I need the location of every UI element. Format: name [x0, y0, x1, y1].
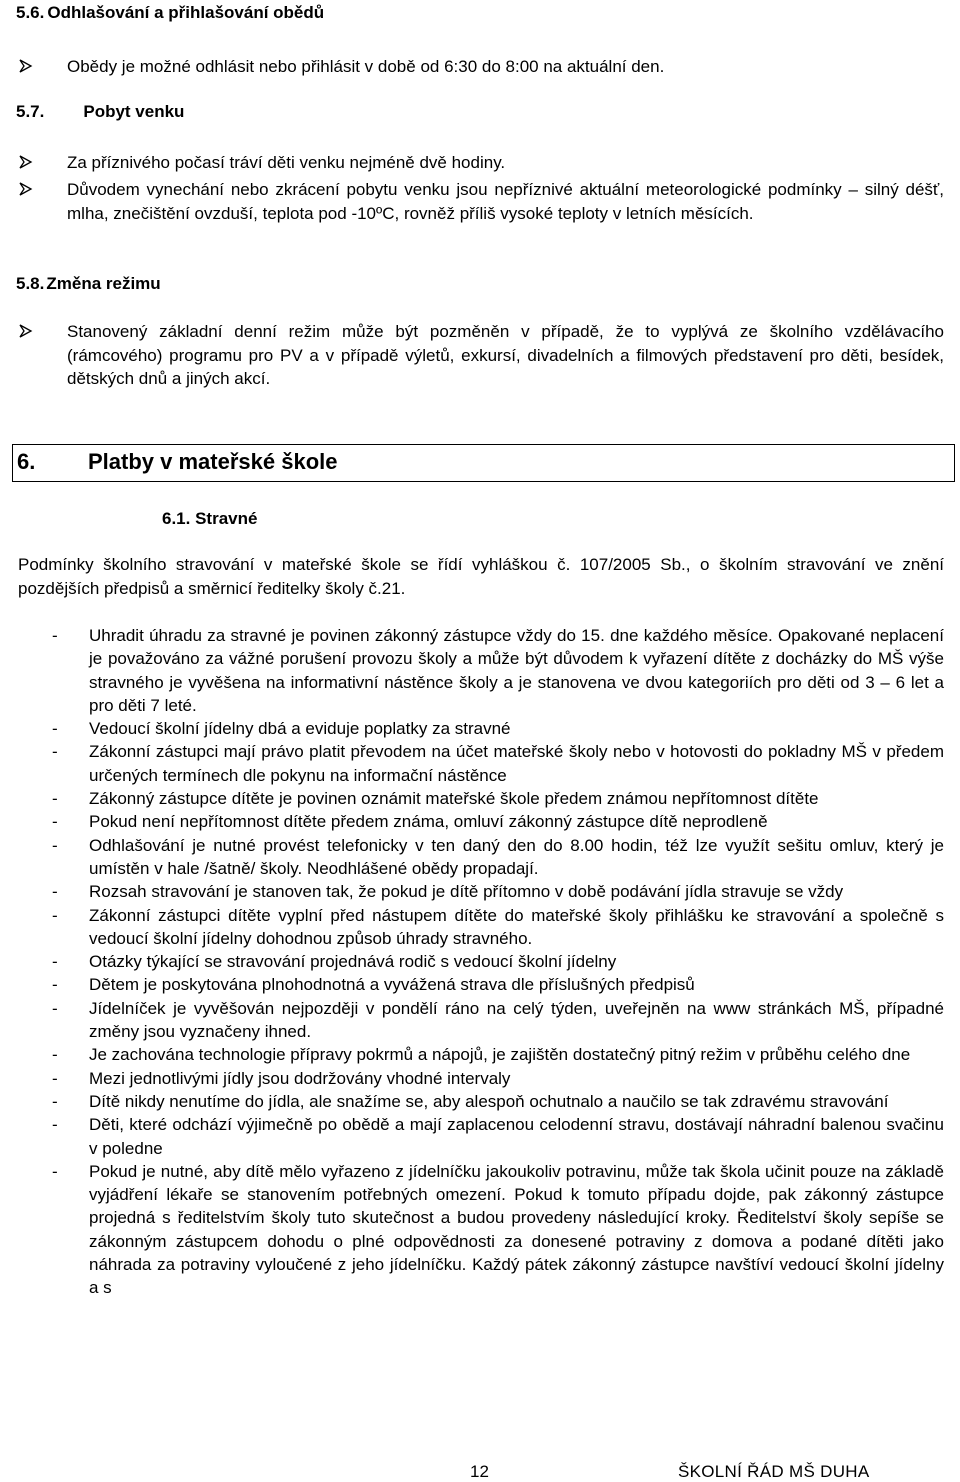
- section-number: 5.8.: [16, 274, 45, 293]
- section-heading-5-6: [16, 2, 324, 24]
- bullet-text: Stanovený základní denní režim může být pozměněn v případě, že to vyplývá ze školního vzdělávacího (rámcového) programu pro PV a v případě výletů, exkursí, divadelních a filmových představení pro děti, besídek, dětských dnů a jiných akcí.: [67, 322, 944, 388]
- list-item-text: Dítě nikdy nenutíme do jídla, ale snažíme se, aby alespoň ochutnalo a naučilo se tak zdravému stravování: [89, 1091, 889, 1111]
- bullet-text: Za příznivého počasí tráví děti venku nejméně dvě hodiny.: [67, 153, 506, 172]
- bullet-text: Důvodem vynechání nebo zkrácení pobytu venku jsou nepříznivé aktuální meteorologické podmínky – silný déšť, mlha, znečištění ovzduší, teplota pod -10ºC, rovněž příliš vysoké teploty v letních měsících.: [67, 180, 944, 223]
- dash-marker: -: [52, 1068, 58, 1088]
- list-item: [52, 1090, 944, 1113]
- chapter-title: Platby v mateřské škole: [88, 449, 338, 474]
- list-item-text: Odhlašování je nutné provést telefonicky v ten daný den do 8.00 hodin, též lze využít sešitu omluv, který je umístěn v hale /šatně/ školy. Neodhlášené obědy propadají.: [89, 835, 944, 878]
- dash-marker: -: [52, 1115, 58, 1135]
- list-item: [52, 997, 944, 1044]
- arrow-bullet-icon: [18, 151, 34, 173]
- list-item-text: Vedoucí školní jídelny dbá a eviduje poplatky za stravné: [89, 719, 511, 739]
- list-item-text: Otázky týkající se stravování projednává rodič s vedoucí školní jídelny: [89, 952, 617, 972]
- arrow-bullet-icon: [18, 320, 34, 342]
- section-number: 5.6.: [16, 3, 45, 22]
- rules-list: [52, 624, 944, 1300]
- list-item: [52, 740, 944, 787]
- list-item-text: Pokud není nepřítomnost dítěte předem známa, omluví zákonný zástupce dítě neprodleně: [89, 812, 768, 832]
- list-item: [52, 787, 944, 810]
- list-item-text: Je zachována technologie přípravy pokrmů a nápojů, je zajištěn dostatečný pitný režim v průběhu celého dne: [89, 1045, 911, 1065]
- chapter-number: 6.: [17, 449, 36, 474]
- bullet-item: [18, 178, 944, 225]
- list-item: [52, 950, 944, 973]
- list-item-text: Jídelníček je vyvěšován nejpozději v pondělí ráno na celý týden, uveřejněn na www stránkách MŠ, případné změny jsou vyznačeny ihned.: [89, 998, 944, 1042]
- list-item: [52, 717, 944, 740]
- subsection-heading-6-1: 6.1. Stravné: [162, 509, 258, 528]
- dash-marker: -: [52, 1161, 58, 1181]
- dash-marker: -: [52, 905, 58, 925]
- list-item-text: Uhradit úhradu za stravné je povinen zákonný zástupce vždy do 15. dne každého měsíce. Opakované neplacení je považováno za vážné porušení provozu školy a může být důvodem k vyřazení dítěte z docházky do MŠ výše stravného je vyvěšena na informativní nástěnce školy a je stanovena ve dvou kategoriích pro děti od 3 – 6 let a pro děti 7 leté.: [89, 626, 944, 715]
- list-item: [52, 624, 944, 717]
- section-heading-5-7: [16, 101, 184, 123]
- list-item: [52, 880, 944, 903]
- list-item: [52, 1113, 944, 1160]
- list-item: [52, 834, 944, 881]
- list-item-text: Pokud je nutné, aby dítě mělo vyřazeno z jídelníčku jakoukoliv potravinu, může tak škola učinit pouze na základě vyjádření lékaře se stanovením potřebných omezení. Pokud k tomuto případu dojde, pak zákonný zástupce projedná s ředitelstvím školy tuto skutečnost a budou provedeny následující kroky. Ředitelství školy sepíše se zákonným zástupcem dohodu o plné odpovědnosti za donesené potraviny z domova a podané dítěti jako náhrada za potraviny vyloučené z jeho jídelníčku. Každý pátek zákonný zástupce navštíví vedoucí školní jídelny a s: [89, 1161, 944, 1298]
- section-title: Pobyt venku: [83, 102, 185, 121]
- chapter-heading-box: [12, 444, 955, 482]
- bullet-text: Obědy je možné odhlásit nebo přihlásit v době od 6:30 do 8:00 na aktuální den.: [67, 57, 665, 76]
- bullet-item: [18, 151, 944, 175]
- dash-marker: -: [52, 812, 58, 832]
- section-number: 5.7.: [16, 102, 45, 121]
- arrow-bullet-icon: [18, 55, 34, 77]
- list-item: [52, 1067, 944, 1090]
- dash-marker: -: [52, 975, 58, 995]
- list-item: [52, 810, 944, 833]
- footer-title: ŠKOLNÍ ŘÁD MŠ DUHA: [678, 1462, 870, 1481]
- dash-marker: -: [52, 719, 58, 739]
- list-item: [52, 973, 944, 996]
- list-item-text: Dětem je poskytována plnohodnotná a vyvážená strava dle příslušných předpisů: [89, 975, 695, 995]
- list-item: [52, 904, 944, 951]
- dash-marker: -: [52, 626, 58, 645]
- dash-marker: -: [52, 1091, 58, 1111]
- intro-paragraph: Podmínky školního stravování v mateřské škole se řídí vyhláškou č. 107/2005 Sb., o školním stravování ve znění pozdějších předpisů a směrnicí ředitelky školy č.21.: [18, 555, 944, 598]
- dash-marker: -: [52, 835, 58, 855]
- section-title: Odhlašování a přihlašování obědů: [47, 3, 325, 22]
- list-item: [52, 1160, 944, 1300]
- list-item: [52, 1043, 944, 1066]
- page-number: 12: [470, 1462, 489, 1481]
- list-item-text: Zákonní zástupci mají právo platit převodem na účet mateřské školy nebo v hotovosti do pokladny MŠ v předem určených termínech dle pokynu na informační nástěnce: [89, 742, 944, 785]
- bullet-item: [18, 55, 944, 79]
- dash-marker: -: [52, 1045, 58, 1065]
- list-item-text: Děti, které odchází výjimečně po obědě a mají zaplacenou celodenní stravu, dostávají náhradní balenou svačinu v poledne: [89, 1115, 944, 1158]
- list-item-text: Zákonný zástupce dítěte je povinen oznámit mateřské škole předem známou nepřítomnost dítěte: [89, 789, 819, 809]
- dash-marker: -: [52, 882, 58, 902]
- section-heading-5-8: [16, 273, 161, 295]
- list-item-text: Zákonní zástupci dítěte vyplní před nástupem dítěte do mateřské školy přihlášku ke stravování a společně s vedoucí školní jídelny dohodnou způsob úhrady stravného.: [89, 905, 944, 948]
- list-item-text: Rozsah stravování je stanoven tak, že pokud je dítě přítomno v době podávání jídla stravuje se vždy: [89, 882, 844, 902]
- dash-marker: -: [52, 952, 58, 972]
- dash-marker: -: [52, 789, 58, 809]
- dash-marker: -: [52, 998, 58, 1018]
- section-title: Změna režimu: [46, 274, 161, 293]
- dash-marker: -: [52, 742, 58, 762]
- bullet-item: [18, 320, 944, 391]
- arrow-bullet-icon: [18, 178, 34, 200]
- list-item-text: Mezi jednotlivými jídly jsou dodržovány vhodné intervaly: [89, 1068, 511, 1088]
